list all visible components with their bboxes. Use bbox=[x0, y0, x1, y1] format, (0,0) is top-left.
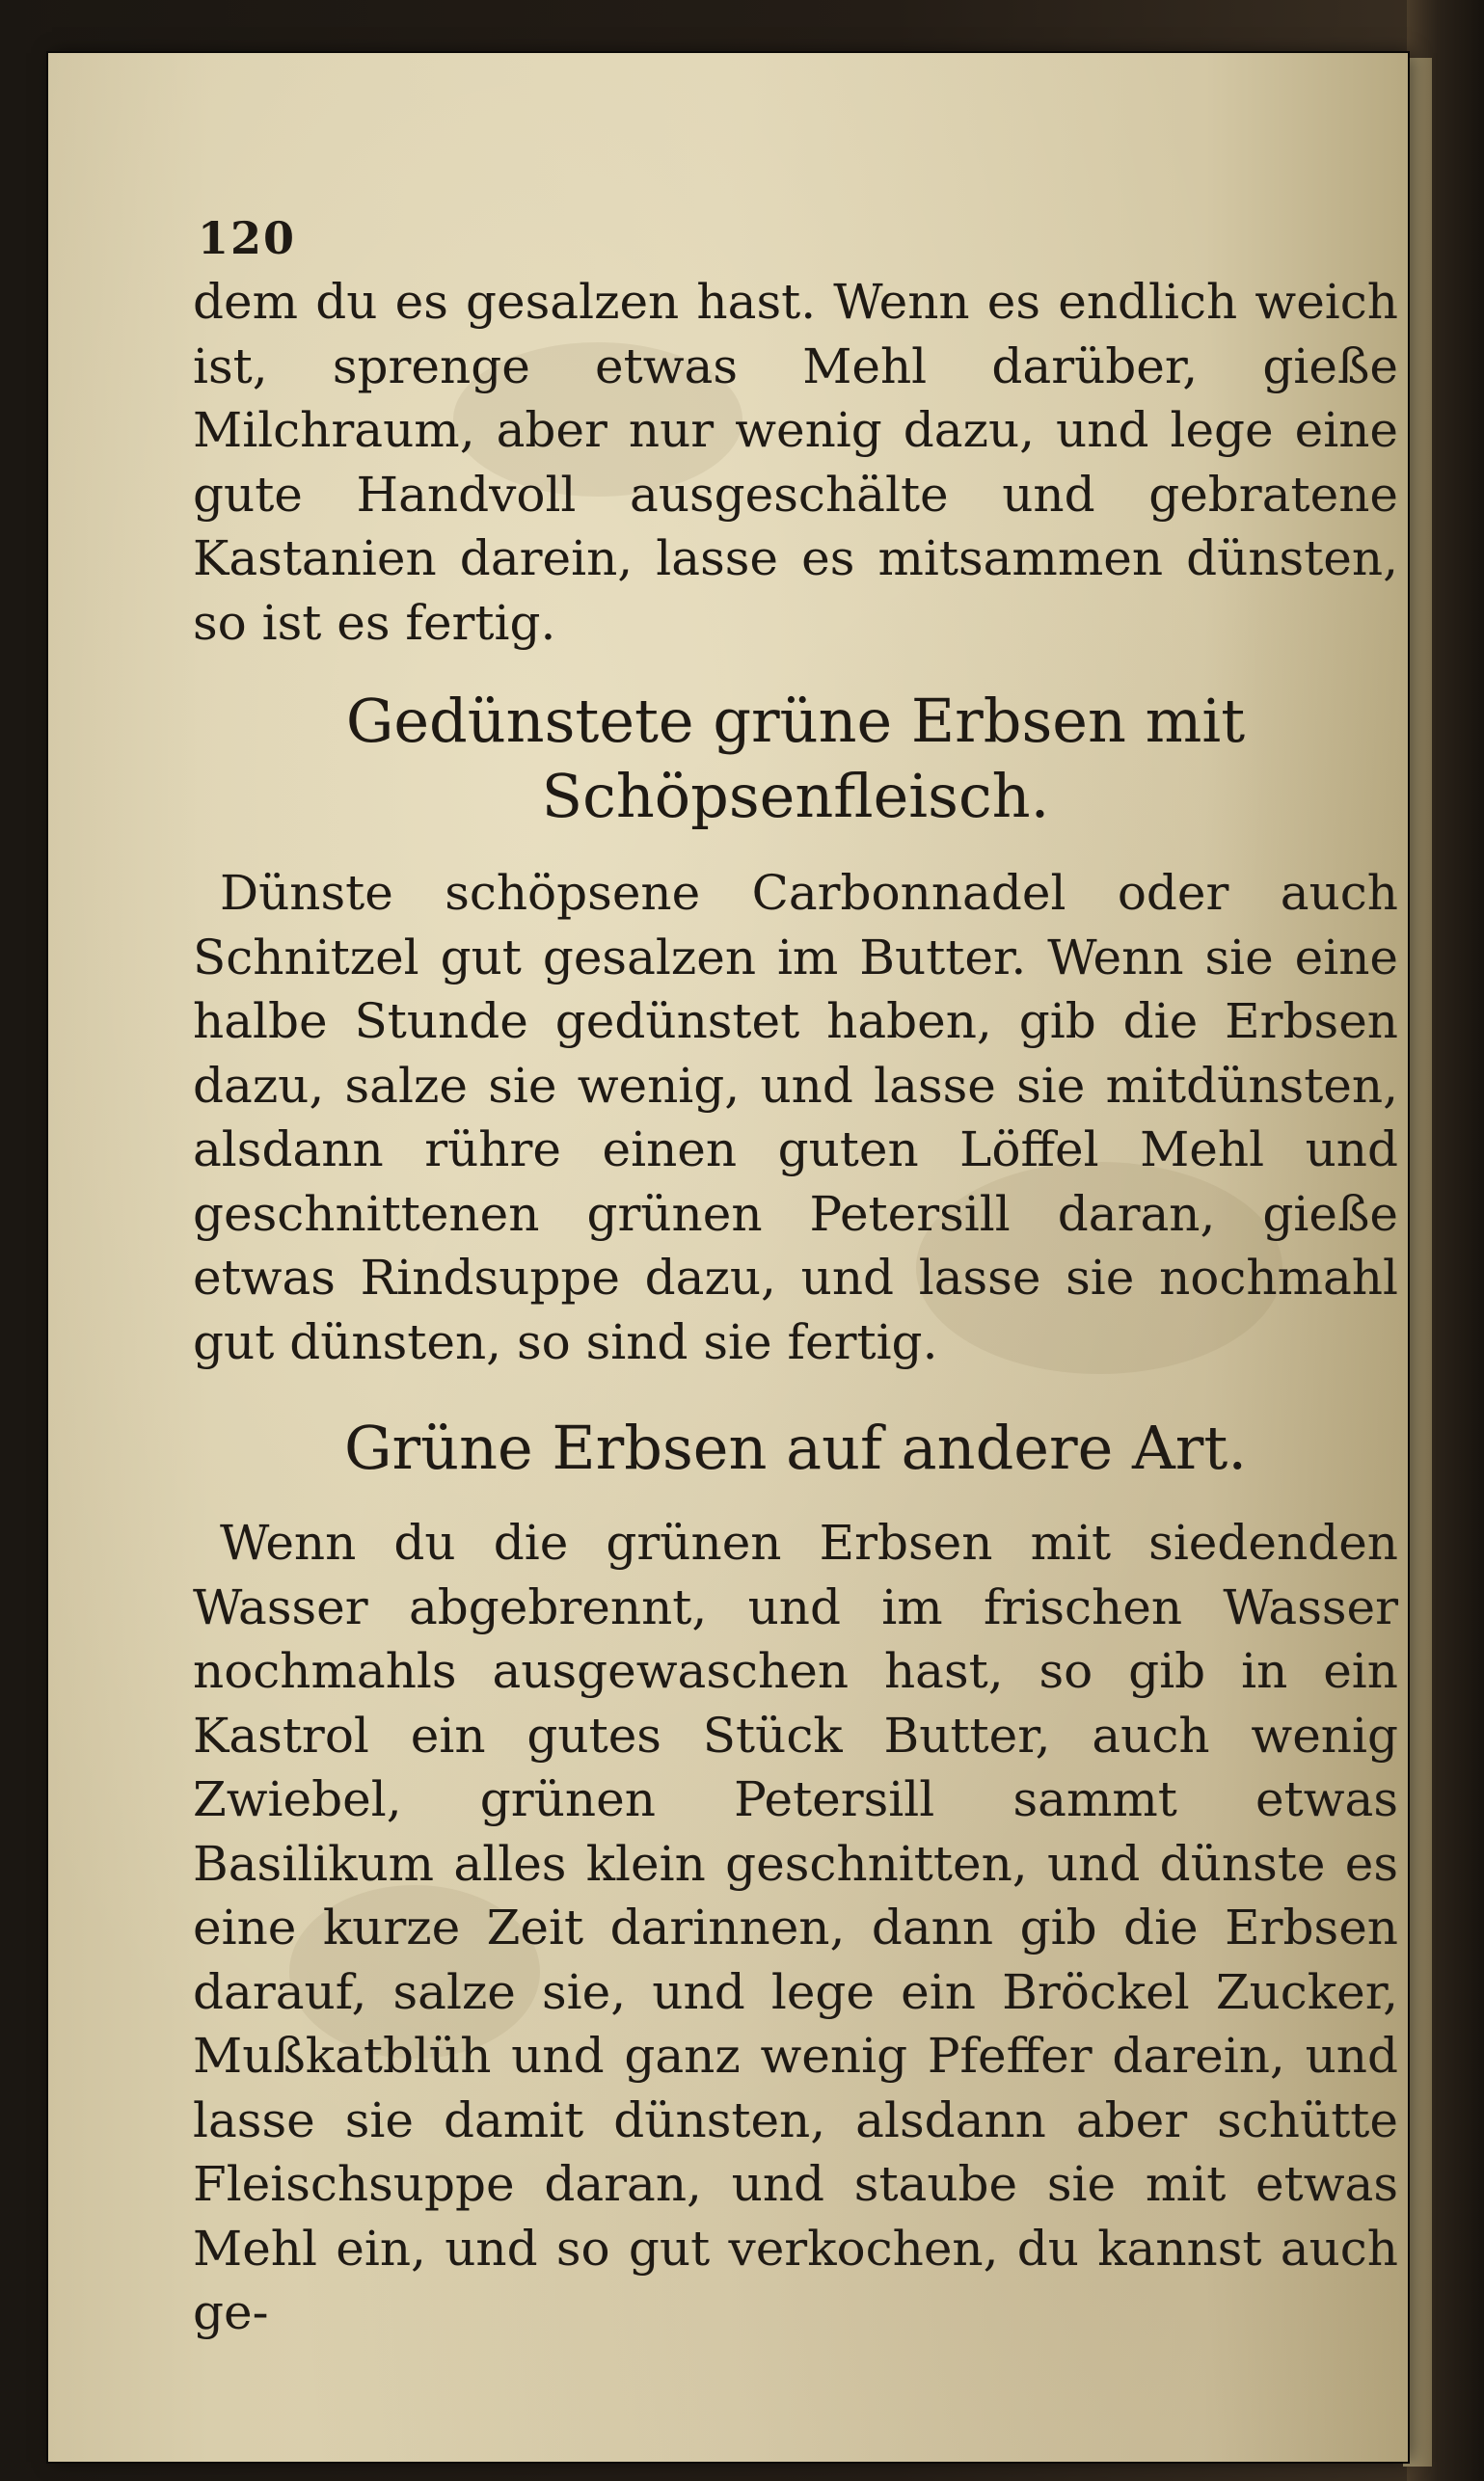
page-text bbox=[193, 270, 1398, 2345]
paragraph-continued: dem du es gesalzen hast. Wenn es endlich weich ist, sprenge etwas Mehl darüber, gieße Milchraum, aber nur wenig dazu, und lege eine gute Handvoll ausgeschälte und gebratene Kastanien darein, lasse es mitsammen dünsten, so ist es fertig. bbox=[193, 274, 1398, 651]
recipe-heading-andere-art: Grüne Erbsen auf andere Art. bbox=[343, 1413, 1248, 1483]
book-page bbox=[48, 53, 1408, 2462]
recipe-paragraph-andere-art: Wenn du die grünen Erbsen mit siedenden Wasser abgebrennt, und im frischen Wasser nochmahls ausgewaschen hast, so gib in ein Kastrol ein gutes Stück Butter, auch wenig Zwiebel, grünen Petersill sammt etwas Basilikum alles klein geschnitten, und dünste es eine kurze Zeit darinnen, dann gib die Erbsen darauf, salze sie, und lege ein Bröckel Zucker, Mußkatblüh und ganz wenig Pfeffer darein, und lasse sie damit dünsten, alsdann aber schütte Fleischsuppe daran, und staube sie mit etwas Mehl ein, und so gut verkochen, du kannst auch ge- bbox=[193, 1515, 1398, 2340]
recipe-paragraph-schoepsenfleisch: Dünste schöpsene Carbonnadel oder auch Schnitzel gut gesalzen im Butter. Wenn sie eine halbe Stunde gedünstet haben, gib die Erbsen dazu, salze sie wenig, und lasse sie mitdünsten, alsdann rühre einen guten Löffel Mehl und geschnittenen grünen Petersill daran, gieße etwas Rindsuppe dazu, und lasse sie nochmahl gut dünsten, so sind sie fertig. bbox=[193, 865, 1398, 1370]
recipe-heading-schoepsenfleisch: Gedünstete grüne Erbsen mit Schöpsenfleisch. bbox=[345, 686, 1246, 831]
page-number: 120 bbox=[198, 212, 297, 264]
